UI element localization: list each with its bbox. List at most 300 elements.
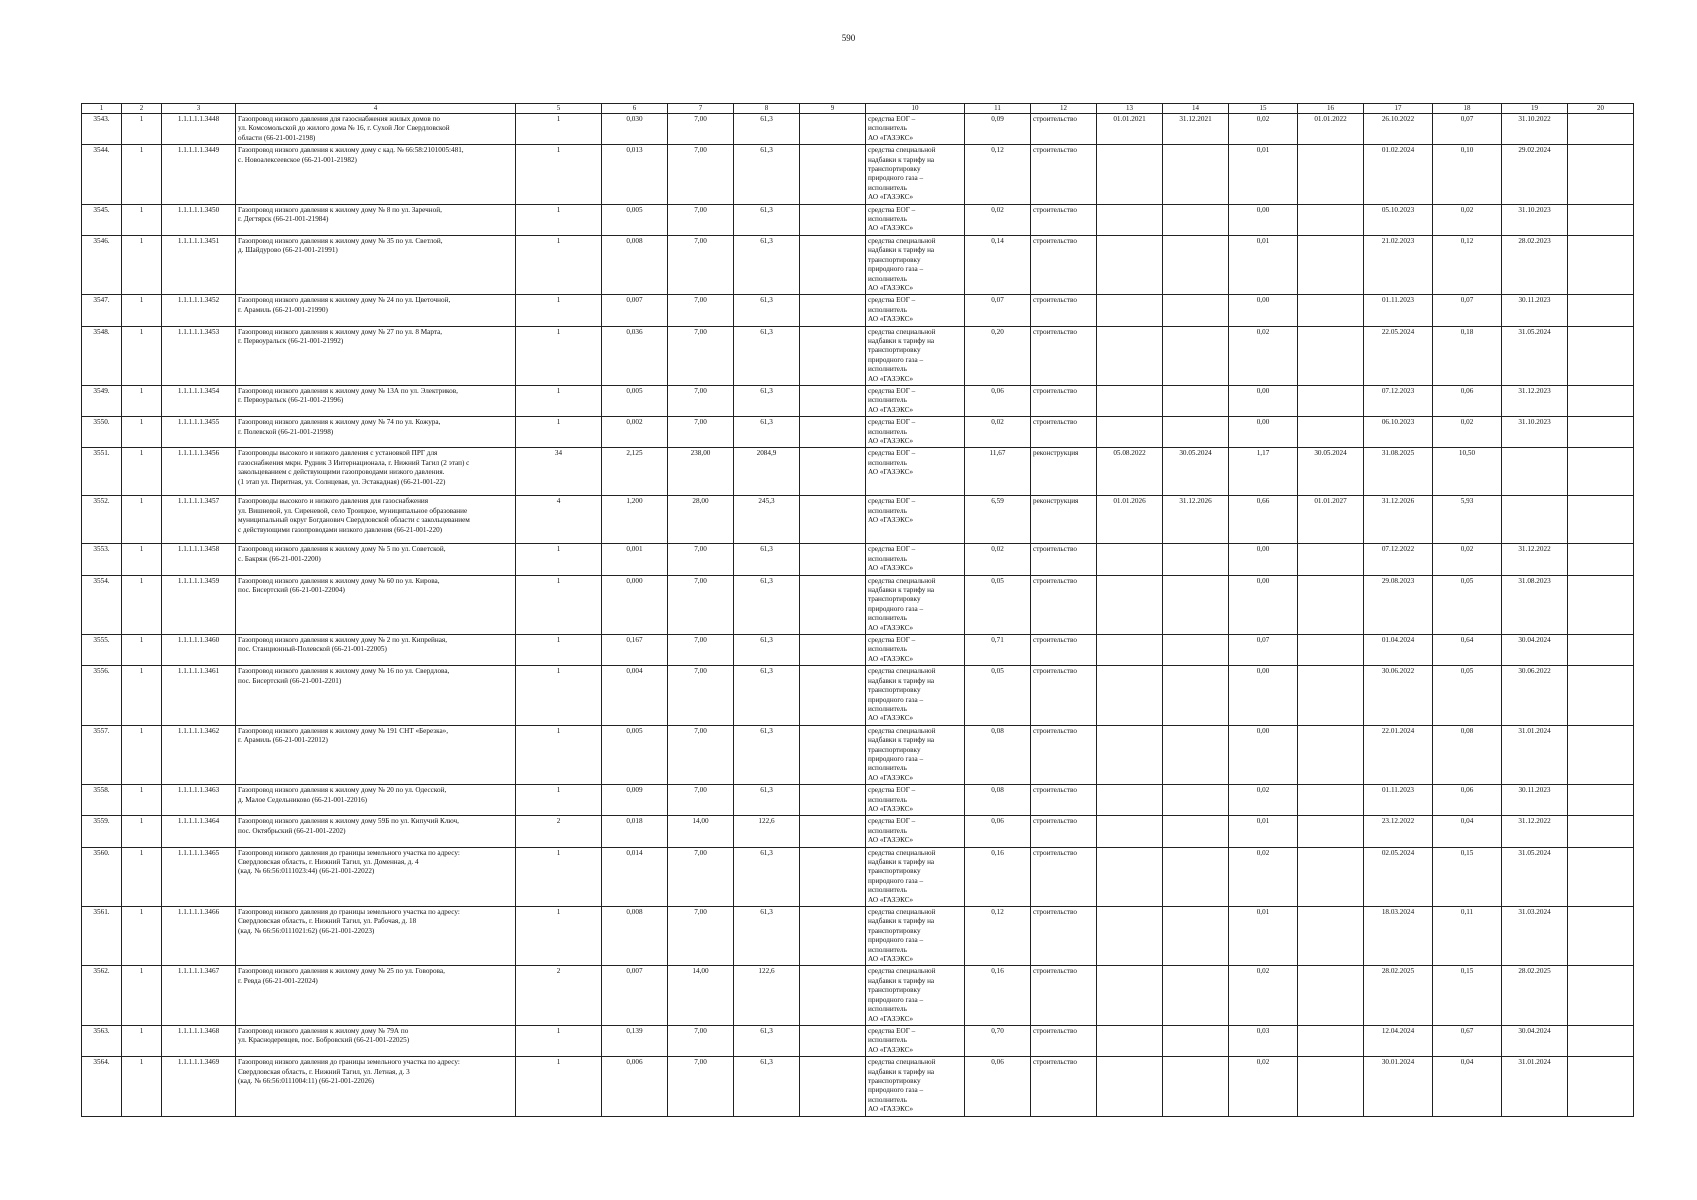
object-code: 1.1.1.1.1.3453	[162, 326, 236, 385]
col11-value: 0,05	[965, 666, 1031, 725]
row-number: 3560.	[82, 847, 122, 906]
table-row	[82, 966, 1634, 1025]
col8-value: 61,3	[734, 1025, 800, 1056]
row-number: 3557.	[82, 725, 122, 784]
end-date	[1163, 847, 1229, 906]
col20-value	[1568, 385, 1634, 416]
funding-source: средства ЕОГ – исполнитель АО «ГАЗЭКС»	[866, 496, 965, 544]
col19-date: 31.05.2024	[1502, 847, 1568, 906]
work-type: строительство	[1031, 204, 1097, 235]
col8-value: 61,3	[734, 907, 800, 966]
object-code: 1.1.1.1.1.3468	[162, 1025, 236, 1056]
col18-value: 0,15	[1433, 847, 1502, 906]
length-value: 0,007	[602, 295, 668, 326]
table-row	[82, 666, 1634, 725]
col8-value: 245,3	[734, 496, 800, 544]
col9-value	[800, 496, 866, 544]
col18-value: 0,04	[1433, 816, 1502, 847]
length-value: 0,000	[602, 575, 668, 634]
col2-value: 1	[122, 1025, 162, 1056]
col9-value	[800, 235, 866, 294]
object-code: 1.1.1.1.1.3458	[162, 544, 236, 575]
col9-value	[800, 295, 866, 326]
start-date	[1097, 385, 1163, 416]
row-number: 3559.	[82, 816, 122, 847]
start-date	[1097, 326, 1163, 385]
col15-value: 0,03	[1229, 1025, 1298, 1056]
col2-value: 1	[122, 544, 162, 575]
col19-date: 28.02.2023	[1502, 235, 1568, 294]
col17-date: 26.10.2022	[1364, 114, 1433, 145]
col9-value	[800, 1057, 866, 1116]
col5-value: 1	[516, 666, 602, 725]
start-date: 05.08.2022	[1097, 448, 1163, 496]
col17-date: 22.01.2024	[1364, 725, 1433, 784]
row-number: 3553.	[82, 544, 122, 575]
object-code: 1.1.1.1.1.3449	[162, 145, 236, 204]
col17-date: 01.11.2023	[1364, 295, 1433, 326]
col2-value: 1	[122, 725, 162, 784]
object-code: 1.1.1.1.1.3460	[162, 635, 236, 666]
col5-value: 1	[516, 1057, 602, 1116]
col16-date	[1298, 666, 1364, 725]
col2-value: 1	[122, 114, 162, 145]
funding-source: средства специальной надбавки к тарифу на транспортировку природного газа – исполнитель АО «ГАЗЭКС»	[866, 145, 965, 204]
work-type: строительство	[1031, 575, 1097, 634]
col2-value: 1	[122, 326, 162, 385]
end-date	[1163, 907, 1229, 966]
work-type: строительство	[1031, 385, 1097, 416]
col16-date	[1298, 326, 1364, 385]
col15-value: 0,00	[1229, 417, 1298, 448]
object-name: Газопровод низкого давления к жилому дому № 79А по ул. Краснодеревцев, пос. Бобровский (66-21-001-22025)	[236, 1025, 516, 1056]
work-type: строительство	[1031, 907, 1097, 966]
col5-value: 1	[516, 1025, 602, 1056]
table-row	[82, 448, 1634, 496]
col8-value: 61,3	[734, 666, 800, 725]
length-value: 0,009	[602, 785, 668, 816]
col2-value: 1	[122, 295, 162, 326]
col7-value: 7,00	[668, 1057, 734, 1116]
end-date	[1163, 1057, 1229, 1116]
end-date	[1163, 966, 1229, 1025]
col19-date	[1502, 496, 1568, 544]
col9-value	[800, 326, 866, 385]
funding-source: средства специальной надбавки к тарифу на транспортировку природного газа – исполнитель АО «ГАЗЭКС»	[866, 235, 965, 294]
table-row	[82, 725, 1634, 784]
col19-date: 31.03.2024	[1502, 907, 1568, 966]
col5-value: 1	[516, 635, 602, 666]
col17-date: 28.02.2025	[1364, 966, 1433, 1025]
row-number: 3547.	[82, 295, 122, 326]
col15-value: 0,02	[1229, 847, 1298, 906]
col15-value: 0,02	[1229, 1057, 1298, 1116]
table-row	[82, 816, 1634, 847]
col18-value: 0,06	[1433, 785, 1502, 816]
object-code: 1.1.1.1.1.3462	[162, 725, 236, 784]
col15-value: 0,00	[1229, 666, 1298, 725]
length-value: 0,018	[602, 816, 668, 847]
table-row	[82, 145, 1634, 204]
column-header-15: 15	[1229, 104, 1298, 114]
table-row	[82, 785, 1634, 816]
col11-value: 0,16	[965, 847, 1031, 906]
col11-value: 0,02	[965, 417, 1031, 448]
object-name: Газопроводы высокого и низкого давления для газоснабжения ул. Вишневой, ул. Сиреневой, село Троицкое, муниципальное образование муниципальный округ Богданович Свердловской области с закольцеванием с действующими газопроводами низкого давления (66-21-001-220)	[236, 496, 516, 544]
col11-value: 0,06	[965, 816, 1031, 847]
col17-date: 31.08.2025	[1364, 448, 1433, 496]
col15-value: 0,01	[1229, 907, 1298, 966]
object-name: Газопровод низкого давления к жилому дому № 191 СНТ «Березка», г. Арамиль (66-21-001-22012)	[236, 725, 516, 784]
start-date	[1097, 725, 1163, 784]
col16-date	[1298, 1025, 1364, 1056]
col5-value: 1	[516, 907, 602, 966]
col16-date	[1298, 204, 1364, 235]
col2-value: 1	[122, 448, 162, 496]
row-number: 3543.	[82, 114, 122, 145]
length-value: 0,167	[602, 635, 668, 666]
end-date	[1163, 816, 1229, 847]
col5-value: 1	[516, 295, 602, 326]
col7-value: 7,00	[668, 204, 734, 235]
col8-value: 61,3	[734, 145, 800, 204]
col16-date: 30.05.2024	[1298, 448, 1364, 496]
col20-value	[1568, 544, 1634, 575]
object-code: 1.1.1.1.1.3450	[162, 204, 236, 235]
col11-value: 0,02	[965, 544, 1031, 575]
table-row	[82, 385, 1634, 416]
column-header-10: 10	[866, 104, 965, 114]
col20-value	[1568, 725, 1634, 784]
col20-value	[1568, 785, 1634, 816]
col18-value: 0,67	[1433, 1025, 1502, 1056]
col17-date: 06.10.2023	[1364, 417, 1433, 448]
work-type: строительство	[1031, 966, 1097, 1025]
object-name: Газопровод низкого давления к жилому дому с кад. № 66:58:2101005:481, с. Новоалексеевское (66-21-001-21982)	[236, 145, 516, 204]
col18-value: 0,64	[1433, 635, 1502, 666]
col19-date: 31.05.2024	[1502, 326, 1568, 385]
col7-value: 7,00	[668, 544, 734, 575]
start-date	[1097, 785, 1163, 816]
col8-value: 61,3	[734, 544, 800, 575]
col20-value	[1568, 966, 1634, 1025]
column-number-row	[82, 104, 1634, 114]
col2-value: 1	[122, 907, 162, 966]
start-date	[1097, 635, 1163, 666]
col20-value	[1568, 907, 1634, 966]
gas-pipeline-register-table	[81, 103, 1634, 1117]
object-code: 1.1.1.1.1.3457	[162, 496, 236, 544]
col20-value	[1568, 496, 1634, 544]
row-number: 3546.	[82, 235, 122, 294]
col11-value: 0,05	[965, 575, 1031, 634]
col17-date: 01.02.2024	[1364, 145, 1433, 204]
col7-value: 7,00	[668, 1025, 734, 1056]
column-header-9: 9	[800, 104, 866, 114]
col9-value	[800, 575, 866, 634]
end-date	[1163, 635, 1229, 666]
col20-value	[1568, 448, 1634, 496]
col8-value: 61,3	[734, 575, 800, 634]
table-row	[82, 496, 1634, 544]
col16-date: 01.01.2022	[1298, 114, 1364, 145]
col19-date: 29.02.2024	[1502, 145, 1568, 204]
length-value: 0,004	[602, 666, 668, 725]
object-name: Газопровод низкого давления к жилому дому № 60 по ул. Кирова, пос. Бисертский (66-21-001-22004)	[236, 575, 516, 634]
object-name: Газопровод низкого давления к жилому дому № 13А по ул. Электриков, г. Первоуральск (66-21-001-21996)	[236, 385, 516, 416]
col20-value	[1568, 635, 1634, 666]
col8-value: 61,3	[734, 235, 800, 294]
table-row	[82, 417, 1634, 448]
col11-value: 0,71	[965, 635, 1031, 666]
object-name: Газопровод низкого давления к жилому дому № 2 по ул. Кипрейная, пос. Станционный-Полевской (66-21-001-22005)	[236, 635, 516, 666]
col11-value: 11,67	[965, 448, 1031, 496]
col20-value	[1568, 666, 1634, 725]
length-value: 0,005	[602, 385, 668, 416]
col8-value: 122,6	[734, 966, 800, 1025]
col16-date	[1298, 544, 1364, 575]
object-name: Газопровод низкого давления к жилому дому № 16 по ул. Свердлова, пос. Бисертский (66-21-001-2201)	[236, 666, 516, 725]
col15-value: 0,02	[1229, 966, 1298, 1025]
col5-value: 1	[516, 847, 602, 906]
start-date	[1097, 145, 1163, 204]
table-row	[82, 544, 1634, 575]
funding-source: средства специальной надбавки к тарифу на транспортировку природного газа – исполнитель АО «ГАЗЭКС»	[866, 966, 965, 1025]
col11-value: 0,08	[965, 725, 1031, 784]
col7-value: 14,00	[668, 966, 734, 1025]
work-type: реконструкция	[1031, 496, 1097, 544]
col11-value: 6,59	[965, 496, 1031, 544]
funding-source: средства ЕОГ – исполнитель АО «ГАЗЭКС»	[866, 816, 965, 847]
col18-value: 0,06	[1433, 385, 1502, 416]
start-date	[1097, 575, 1163, 634]
col7-value: 7,00	[668, 725, 734, 784]
col9-value	[800, 785, 866, 816]
object-name: Газопровод низкого давления для газоснабжения жилых домов по ул. Комсомольской до жилого дома № 16, г. Сухой Лог Свердловской области (66-21-001-2198)	[236, 114, 516, 145]
length-value: 0,005	[602, 725, 668, 784]
col17-date: 31.12.2026	[1364, 496, 1433, 544]
funding-source: средства ЕОГ – исполнитель АО «ГАЗЭКС»	[866, 448, 965, 496]
object-name: Газопровод низкого давления до границы земельного участка по адресу: Свердловская область, г. Нижний Тагил, ул. Летная, д. 3 (кад. № 66:56:0111004:11) (66-21-001-22026)	[236, 1057, 516, 1116]
col15-value: 0,00	[1229, 544, 1298, 575]
start-date	[1097, 816, 1163, 847]
col18-value: 0,05	[1433, 666, 1502, 725]
col16-date	[1298, 1057, 1364, 1116]
col7-value: 7,00	[668, 235, 734, 294]
col9-value	[800, 145, 866, 204]
col5-value: 1	[516, 725, 602, 784]
col9-value	[800, 544, 866, 575]
object-code: 1.1.1.1.1.3466	[162, 907, 236, 966]
table-row	[82, 575, 1634, 634]
col16-date	[1298, 725, 1364, 784]
col7-value: 7,00	[668, 385, 734, 416]
col17-date: 05.10.2023	[1364, 204, 1433, 235]
funding-source: средства ЕОГ – исполнитель АО «ГАЗЭКС»	[866, 204, 965, 235]
column-header-4: 4	[236, 104, 516, 114]
col20-value	[1568, 847, 1634, 906]
col18-value: 0,05	[1433, 575, 1502, 634]
col18-value: 0,07	[1433, 114, 1502, 145]
col17-date: 02.05.2024	[1364, 847, 1433, 906]
row-number: 3550.	[82, 417, 122, 448]
col9-value	[800, 1025, 866, 1056]
col11-value: 0,02	[965, 204, 1031, 235]
length-value: 2,125	[602, 448, 668, 496]
col20-value	[1568, 1057, 1634, 1116]
end-date	[1163, 666, 1229, 725]
col9-value	[800, 816, 866, 847]
table-row	[82, 1057, 1634, 1116]
col7-value: 14,00	[668, 816, 734, 847]
col15-value: 0,00	[1229, 295, 1298, 326]
funding-source: средства ЕОГ – исполнитель АО «ГАЗЭКС»	[866, 114, 965, 145]
table-row	[82, 204, 1634, 235]
col8-value: 61,3	[734, 635, 800, 666]
col19-date: 31.10.2023	[1502, 417, 1568, 448]
col2-value: 1	[122, 575, 162, 634]
object-code: 1.1.1.1.1.3455	[162, 417, 236, 448]
work-type: строительство	[1031, 847, 1097, 906]
start-date	[1097, 295, 1163, 326]
col5-value: 1	[516, 544, 602, 575]
funding-source: средства специальной надбавки к тарифу на транспортировку природного газа – исполнитель АО «ГАЗЭКС»	[866, 326, 965, 385]
funding-source: средства специальной надбавки к тарифу на транспортировку природного газа – исполнитель АО «ГАЗЭКС»	[866, 1057, 965, 1116]
row-number: 3551.	[82, 448, 122, 496]
table-row	[82, 235, 1634, 294]
col11-value: 0,09	[965, 114, 1031, 145]
funding-source: средства ЕОГ – исполнитель АО «ГАЗЭКС»	[866, 1025, 965, 1056]
length-value: 0,030	[602, 114, 668, 145]
col7-value: 7,00	[668, 295, 734, 326]
row-number: 3556.	[82, 666, 122, 725]
column-header-18: 18	[1433, 104, 1502, 114]
col7-value: 7,00	[668, 145, 734, 204]
col18-value: 10,50	[1433, 448, 1502, 496]
col11-value: 0,06	[965, 1057, 1031, 1116]
row-number: 3563.	[82, 1025, 122, 1056]
column-header-2: 2	[122, 104, 162, 114]
col8-value: 61,3	[734, 385, 800, 416]
col8-value: 61,3	[734, 847, 800, 906]
col20-value	[1568, 816, 1634, 847]
column-header-20: 20	[1568, 104, 1634, 114]
col19-date: 31.12.2022	[1502, 544, 1568, 575]
length-value: 0,007	[602, 966, 668, 1025]
object-code: 1.1.1.1.1.3448	[162, 114, 236, 145]
start-date	[1097, 907, 1163, 966]
object-code: 1.1.1.1.1.3465	[162, 847, 236, 906]
col15-value: 0,01	[1229, 235, 1298, 294]
column-header-16: 16	[1298, 104, 1364, 114]
length-value: 0,002	[602, 417, 668, 448]
funding-source: средства ЕОГ – исполнитель АО «ГАЗЭКС»	[866, 295, 965, 326]
end-date	[1163, 235, 1229, 294]
col11-value: 0,70	[965, 1025, 1031, 1056]
object-code: 1.1.1.1.1.3469	[162, 1057, 236, 1116]
end-date	[1163, 1025, 1229, 1056]
start-date	[1097, 847, 1163, 906]
table-row	[82, 635, 1634, 666]
col9-value	[800, 666, 866, 725]
object-code: 1.1.1.1.1.3467	[162, 966, 236, 1025]
col8-value: 61,3	[734, 295, 800, 326]
col17-date: 29.08.2023	[1364, 575, 1433, 634]
funding-source: средства ЕОГ – исполнитель АО «ГАЗЭКС»	[866, 385, 965, 416]
object-code: 1.1.1.1.1.3459	[162, 575, 236, 634]
col2-value: 1	[122, 635, 162, 666]
col17-date: 22.05.2024	[1364, 326, 1433, 385]
funding-source: средства специальной надбавки к тарифу на транспортировку природного газа – исполнитель АО «ГАЗЭКС»	[866, 847, 965, 906]
end-date	[1163, 725, 1229, 784]
row-number: 3558.	[82, 785, 122, 816]
length-value: 0,014	[602, 847, 668, 906]
column-header-6: 6	[602, 104, 668, 114]
col5-value: 1	[516, 575, 602, 634]
col9-value	[800, 966, 866, 1025]
col15-value: 0,00	[1229, 725, 1298, 784]
column-header-11: 11	[965, 104, 1031, 114]
start-date	[1097, 666, 1163, 725]
col15-value: 0,00	[1229, 385, 1298, 416]
col15-value: 0,02	[1229, 326, 1298, 385]
col7-value: 7,00	[668, 326, 734, 385]
col16-date	[1298, 785, 1364, 816]
col16-date	[1298, 575, 1364, 634]
col9-value	[800, 204, 866, 235]
col20-value	[1568, 235, 1634, 294]
col15-value: 0,01	[1229, 145, 1298, 204]
col9-value	[800, 847, 866, 906]
col16-date	[1298, 966, 1364, 1025]
col18-value: 0,08	[1433, 725, 1502, 784]
column-header-8: 8	[734, 104, 800, 114]
object-name: Газопровод низкого давления к жилому дому № 20 по ул. Одесской, д. Малое Седельниково (66-21-001-22016)	[236, 785, 516, 816]
object-code: 1.1.1.1.1.3452	[162, 295, 236, 326]
length-value: 0,013	[602, 145, 668, 204]
col17-date: 07.12.2022	[1364, 544, 1433, 575]
col8-value: 61,3	[734, 725, 800, 784]
col15-value: 0,01	[1229, 816, 1298, 847]
object-name: Газопроводы высокого и низкого давления с установкой ПРГ для газоснабжения мкрн. Рудник 3 Интернационала, г. Нижний Тагил (2 этап) с закольцеванием с действующими газопроводами низкого давления. (1 этап ул. Пиритная, ул. Солнцевая, ул. Эстакадная) (66-21-001-22)	[236, 448, 516, 496]
object-code: 1.1.1.1.1.3454	[162, 385, 236, 416]
work-type: строительство	[1031, 114, 1097, 145]
col15-value: 0,02	[1229, 114, 1298, 145]
col16-date	[1298, 816, 1364, 847]
col9-value	[800, 385, 866, 416]
table-row	[82, 907, 1634, 966]
object-name: Газопровод низкого давления к жилому дому № 24 по ул. Цветочной, г. Арамиль (66-21-001-21990)	[236, 295, 516, 326]
col17-date: 18.03.2024	[1364, 907, 1433, 966]
length-value: 1,200	[602, 496, 668, 544]
object-name: Газопровод низкого давления к жилому дому № 25 по ул. Говорова, г. Ревда (66-21-001-22024)	[236, 966, 516, 1025]
col8-value: 61,3	[734, 785, 800, 816]
col16-date	[1298, 145, 1364, 204]
col18-value: 0,07	[1433, 295, 1502, 326]
object-code: 1.1.1.1.1.3456	[162, 448, 236, 496]
col11-value: 0,20	[965, 326, 1031, 385]
col5-value: 1	[516, 417, 602, 448]
col2-value: 1	[122, 1057, 162, 1116]
row-number: 3554.	[82, 575, 122, 634]
col17-date: 07.12.2023	[1364, 385, 1433, 416]
work-type: строительство	[1031, 295, 1097, 326]
col16-date	[1298, 635, 1364, 666]
col7-value: 7,00	[668, 635, 734, 666]
table-row	[82, 326, 1634, 385]
col9-value	[800, 725, 866, 784]
col18-value: 0,12	[1433, 235, 1502, 294]
